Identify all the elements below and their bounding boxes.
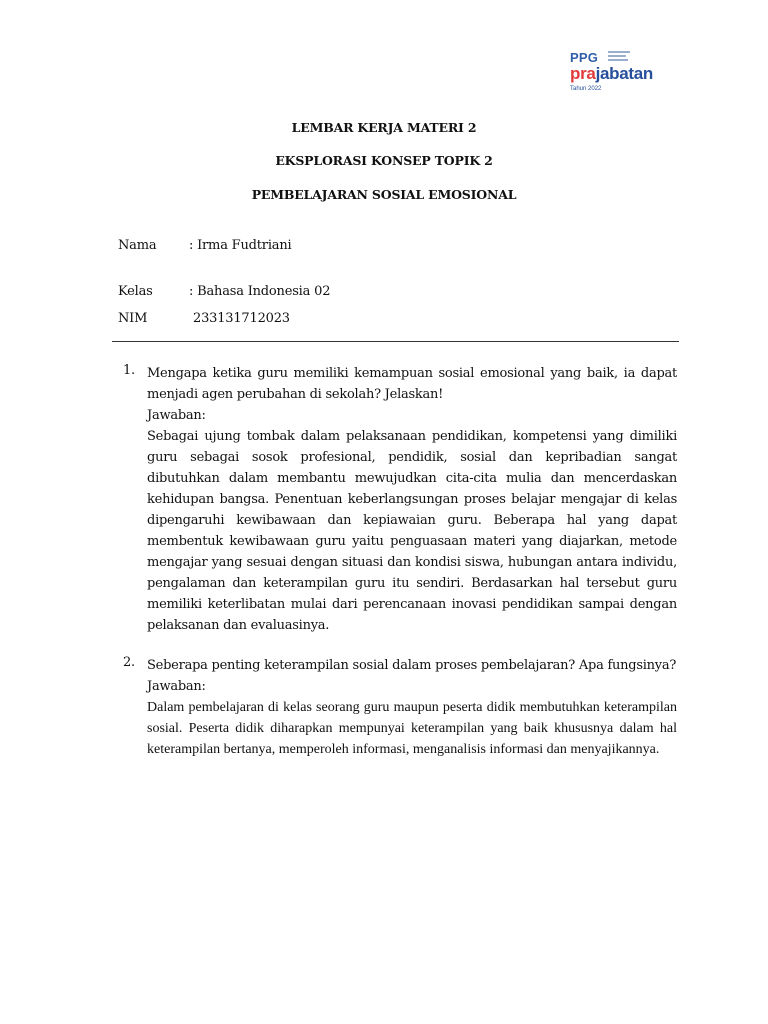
logo-tagline-lines [608,51,630,65]
header-divider [112,341,679,342]
answer-label: Jawaban: [147,408,206,423]
question-item [123,655,677,760]
question-text: Seberapa penting keterampilan sosial dalam proses pembelajaran? Apa fungsinya? [147,658,677,673]
question-item [123,363,677,636]
answer-text: Dalam pembelajaran di kelas seorang guru maupun peserta didik membutuhkan keterampilan sosial. Peserta didik diharapkan mempunyai keterampilan yang baik khususnya dalam hal keterampilan bertanya, memperoleh informasi, menganalisis informasi dan menyajikannya. [147,700,677,757]
nama-value: : Irma Fudtriani [189,238,292,253]
question-number: 2. [123,655,135,670]
logo-word-blue: jabatan [595,64,653,83]
logo-wordmark [570,64,653,84]
question-text: Mengapa ketika guru memiliki kemampuan sosial emosional yang baik, ia dapat menjadi agen perubahan di sekolah? Jelaskan! [147,366,677,402]
document-topic: PEMBELAJARAN SOSIAL EMOSIONAL [251,187,517,202]
answer-text: Sebagai ujung tombak dalam pelaksanaan pendidikan, kompetensi yang dimiliki guru sebagai sosok profesional, pendidik, sosial dan kepribadian sangat dibutuhkan dalam membantu mewujudkan cita-cita mulia dan mencerdaskan kehidupan bangsa. Penentuan keberlangsungan proses belajar mengajar di kelas dipengaruhi kewibawaan dan kepiawaian guru. Beberapa hal yang dapat membentuk kewibawaan guru yaitu penguasaan materi yang diajarkan, metode mengajar yang sesuai dengan situasi dan kondisi siswa, hubungan antara individu, pengalaman dan keterampilan guru itu sendiri. Berdasarkan hal tersebut guru memiliki keterlibatan mulai dari perencanaan inovasi pendidikan sampai dengan pelaksanan dan evaluasinya. [147,429,677,633]
kelas-label: Kelas [118,284,153,299]
logo-year: Tahun 2022 [570,86,602,92]
kelas-value: : Bahasa Indonesia 02 [189,284,331,299]
document-title: LEMBAR KERJA MATERI 2 [291,120,477,135]
logo-ppg-text: PPG [570,50,599,65]
ppg-prajabatan-logo [568,46,668,100]
question-number: 1. [123,363,135,378]
nim-value: 233131712023 [193,311,290,326]
nim-label: NIM [118,311,148,326]
nama-label: Nama [118,238,157,253]
document-subtitle: EKSPLORASI KONSEP TOPIK 2 [275,153,493,168]
logo-word-red: pra [570,64,596,83]
answer-label: Jawaban: [147,679,206,694]
